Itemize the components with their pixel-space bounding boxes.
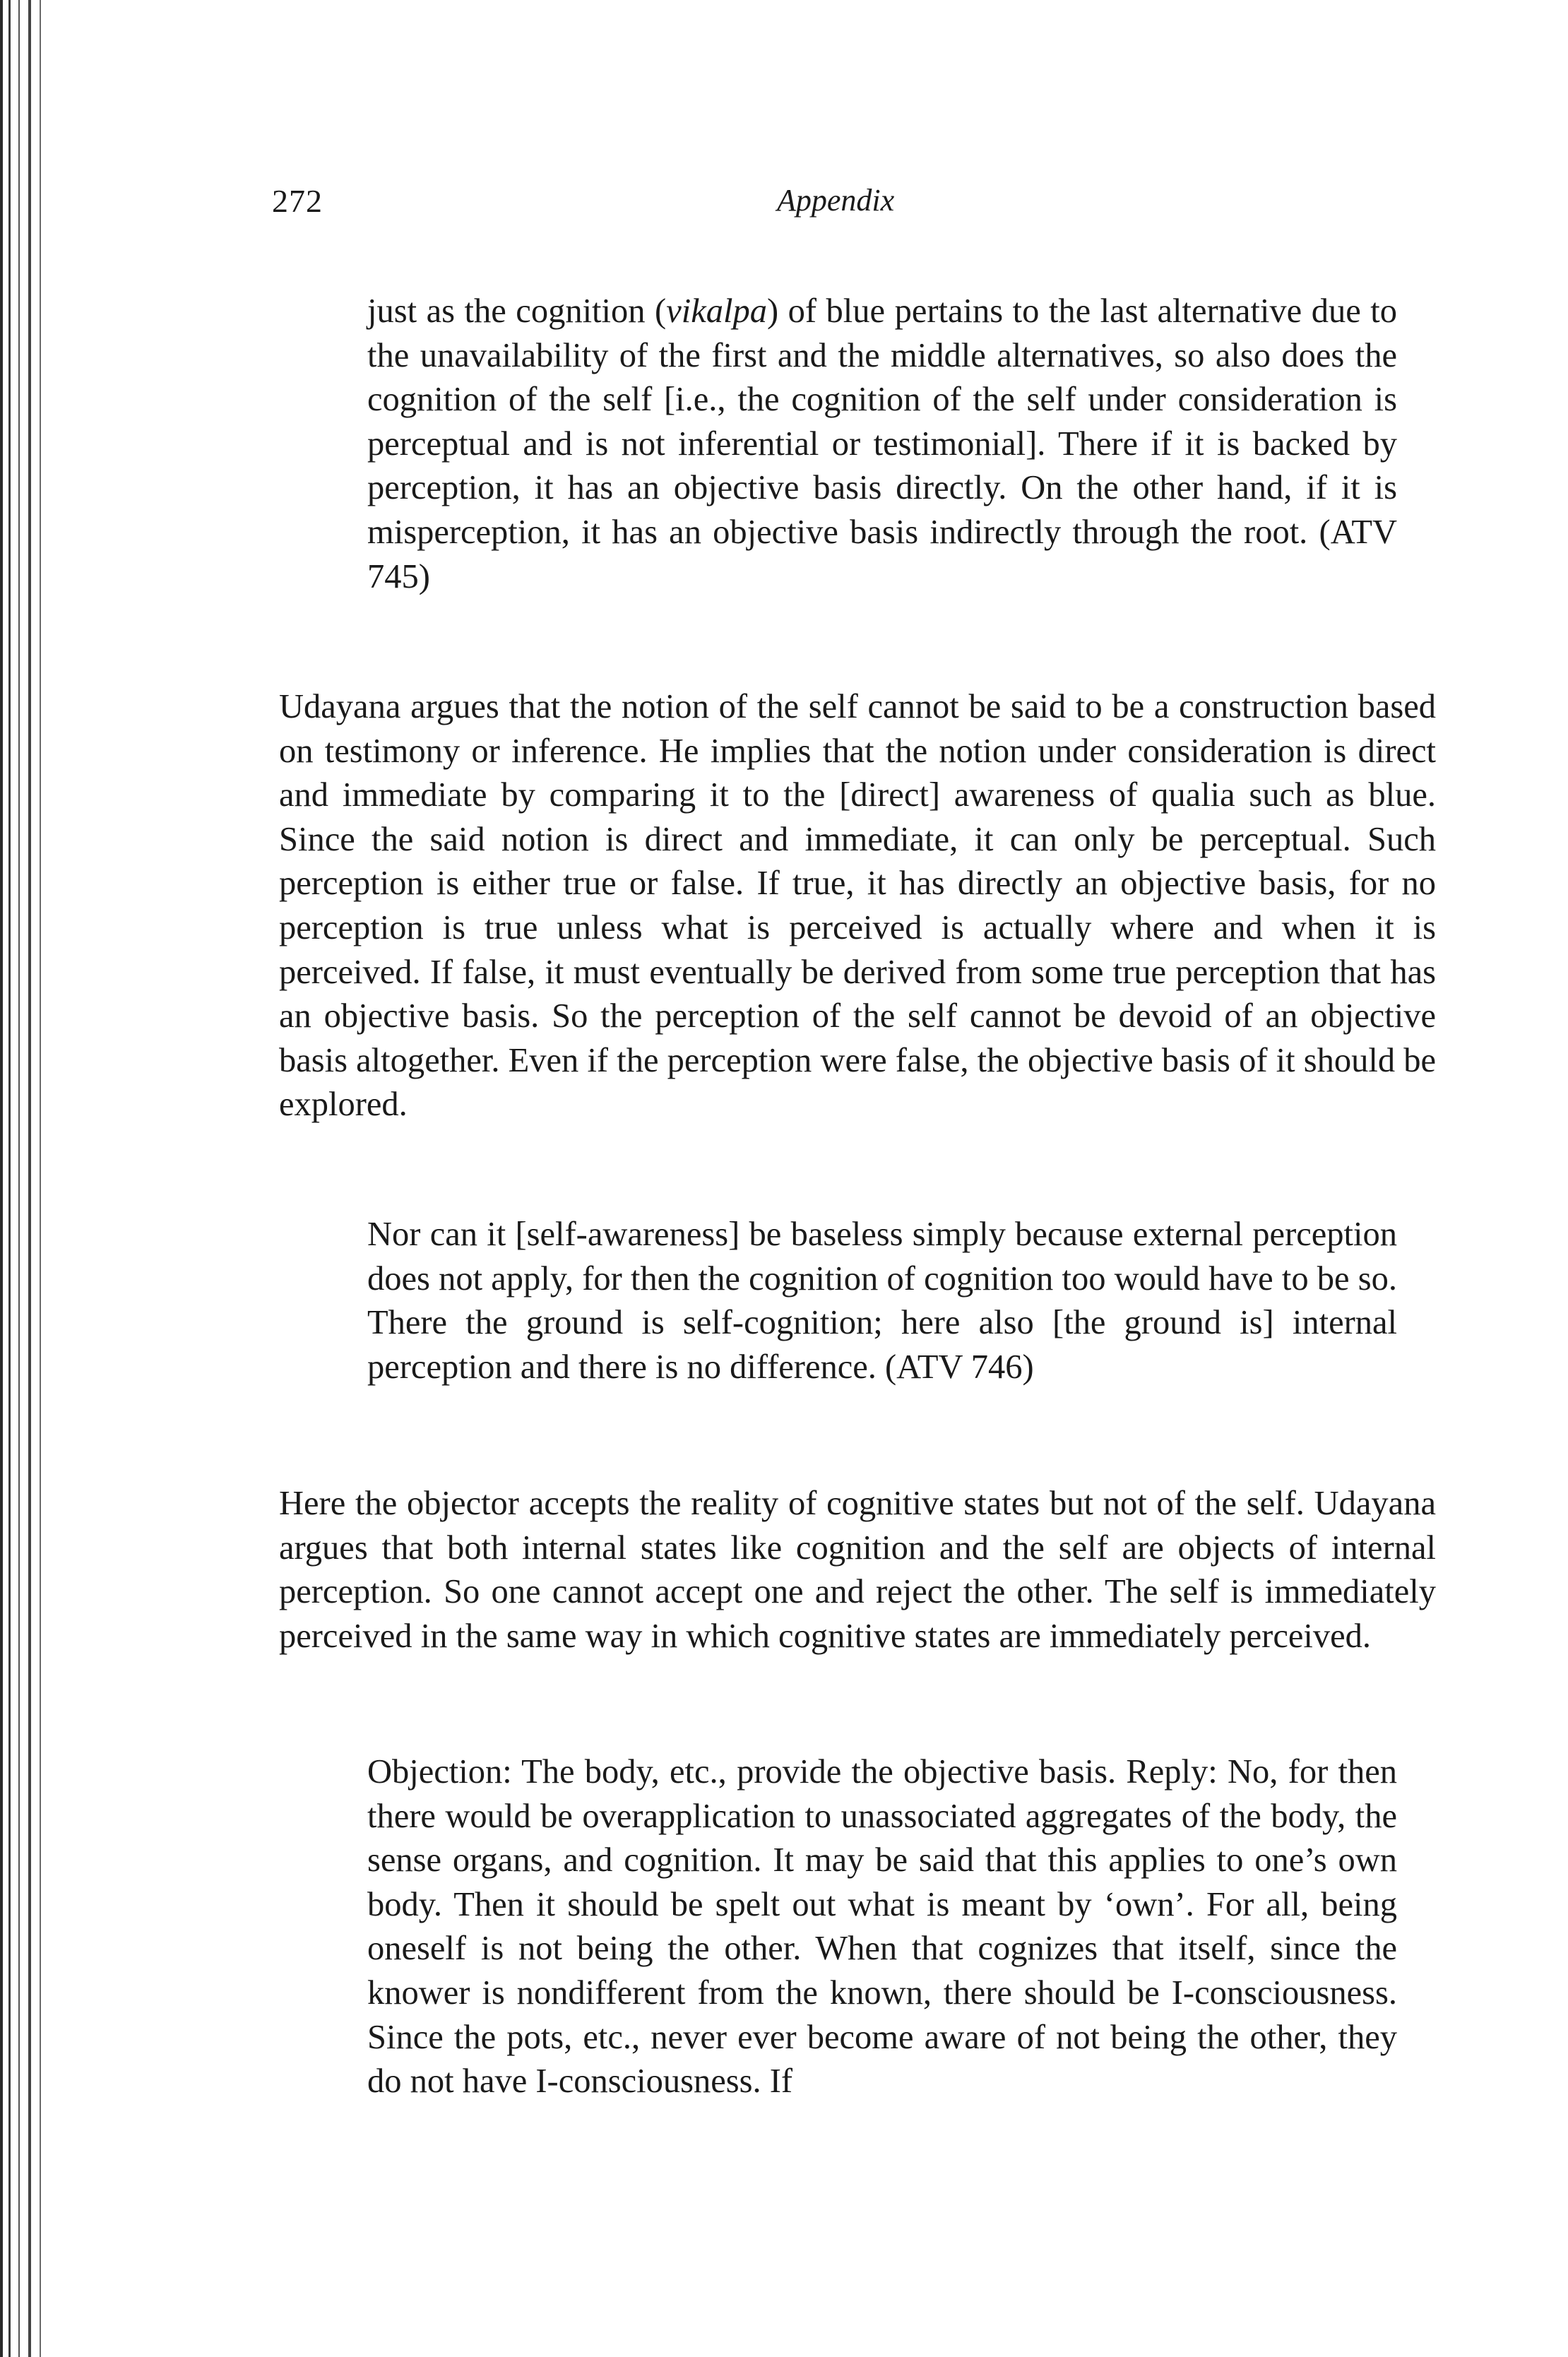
block-quote-1: [367, 290, 1397, 599]
running-head: Appendix: [777, 183, 895, 218]
quote-1-text-pre: just as the cognition (: [367, 292, 667, 330]
block-quote-2: Nor can it [self-awareness] be baseless simply because external perception does not apply, for then the cognition of cognition too would have to be so. There the ground is self-cognition; here also [the ground is] internal perception and there is no difference. (ATV 746): [367, 1216, 1397, 1386]
quote-1-term-vikalpa: vikalpa: [666, 292, 767, 330]
binding-edge: [0, 0, 57, 2357]
paragraph-1: Udayana argues that the notion of the self cannot be said to be a construction based on testimony or inference. He implies that the notion under consideration is direct and immediate by comparing it to the [direct] awareness of qualia such as blue. Since the said notion is direct and immediate, it can only be perceptual. Such perception is either true or false. If true, it has directly an objective basis, for no perception is true unless what is perceived is actually where and when it is perceived. If false, it must eventually be derived from some true perception that has an objective basis. So the perception of the self cannot be devoid of an objective basis altogether. Even if the perception were false, the objective basis of it should be explored.: [279, 688, 1436, 1124]
block-quote-3: Objection: The body, etc., provide the objective basis. Reply: No, for then there would be overapplication to unassociated aggregates of the body, the sense organs, and cognition. It may be said that this applies to one’s own body. Then it should be spelt out what is meant by ‘own’. For all, being oneself is not being the other. When that cognizes that itself, since the knower is nondifferent from the known, there should be I-consciousness. Since the pots, etc., never ever become aware of not being the other, they do not have I-consciousness. If: [367, 1753, 1397, 2101]
page-number: 272: [272, 183, 323, 219]
quote-1-text-post: ) of blue pertains to the last alternative due to the unavailability of the first and the middle alternatives, so also does the cognition of the self [i.e., the cognition of the self under consideration is perceptual and is not inferential or testimonial]. There if it is backed by perception, it has an objective basis directly. On the other hand, if it is misperception, it has an objective basis indirectly through the root. (ATV 745): [367, 292, 1397, 595]
paragraph-2: Here the objector accepts the reality of cognitive states but not of the self. Udayana argues that both internal states like cognition and the self are objects of internal perception. So one cannot accept one and reject the other. The self is immediately perceived in the same way in which cognitive states are immediately perceived.: [279, 1485, 1436, 1655]
